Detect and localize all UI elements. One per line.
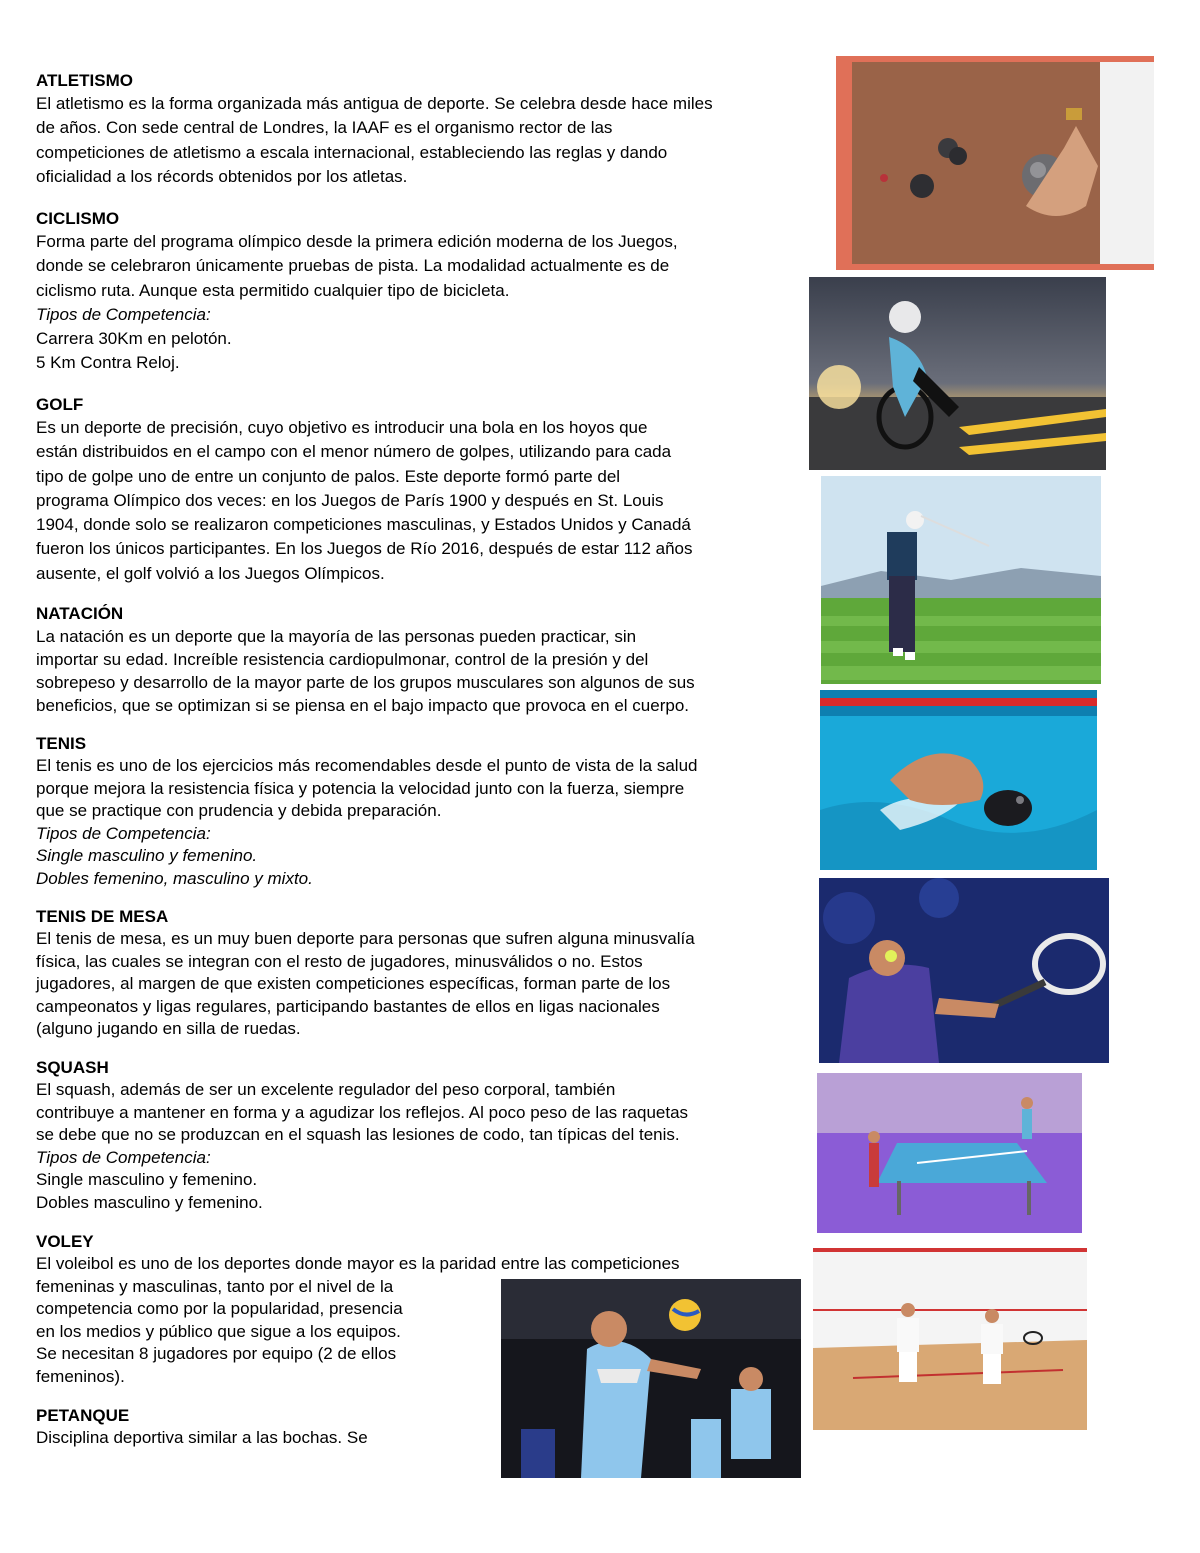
paragraph-line: Es un deporte de precisión, cuyo objetivo es introducir una bola en los hoyos que	[36, 418, 648, 437]
paragraph-line: porque mejora la resistencia física y potencia la velocidad junto con la fuerza, siempre	[36, 778, 685, 798]
heading-tenis-de-mesa: TENIS DE MESA	[36, 907, 169, 926]
paragraph-line: sobrepeso y desarrollo de la mayor parte de los grupos musculares son algunos de sus	[36, 673, 695, 692]
paragraph-line: ausente, el golf volvió a los Juegos Olímpicos.	[36, 563, 385, 583]
paragraph-line: El atletismo es la forma organizada más antigua de deporte. Se celebra desde hace miles	[36, 94, 713, 113]
paragraph-line: competiciones de atletismo a escala internacional, estableciendo las reglas y dando	[36, 142, 668, 162]
type-item: Carrera 30Km en pelotón.	[36, 329, 232, 349]
heading-voley: VOLEY	[36, 1232, 94, 1251]
paragraph-line: 1904, donde solo se realizaron competiciones masculinas, y Estados Unidos y Canadá	[36, 515, 691, 535]
paragraph-line: importar su edad. Increíble resistencia cardiopulmonar, control de la presión y del	[36, 650, 649, 669]
paragraph-line: donde se celebraron únicamente pruebas de pista. La modalidad actualmente es de	[36, 256, 670, 276]
types-label: Tipos de Competencia:	[36, 823, 211, 843]
paragraph-line: física, las cuales se integran con el resto de jugadores, minusválidos o no. Estos	[36, 951, 643, 971]
paragraph-line: de años. Con sede central de Londres, la IAAF es el organismo rector de las	[36, 118, 613, 138]
paragraph-line: jugadores, al margen de que existen competiciones específicas, forman parte de los	[36, 974, 671, 994]
heading-natacion: NATACIÓN	[36, 604, 124, 623]
paragraph-line: El tenis es uno de los ejercicios más recomendables desde el punto de vista de la salud	[36, 756, 698, 775]
section-petanque	[36, 1405, 368, 1450]
paragraph-line: femeninos).	[36, 1366, 125, 1386]
type-item: Single masculino y femenino.	[36, 1170, 258, 1190]
golf-photo	[821, 476, 1101, 684]
tennis-photo	[819, 878, 1109, 1063]
types-label: Tipos de Competencia:	[36, 304, 211, 324]
heading-tenis: TENIS	[36, 734, 87, 753]
type-item: Dobles femenino, masculino y mixto.	[36, 868, 313, 888]
paragraph-line: La natación es un deporte que la mayoría de las personas pueden practicar, sin	[36, 627, 637, 646]
paragraph-line: (alguno jugando en silla de ruedas.	[36, 1019, 301, 1039]
paragraph-line: campeonatos y ligas regulares, participando bastantes de ellos en ligas nacionales	[36, 996, 660, 1016]
paragraph-line: Forma parte del programa olímpico desde la primera edición moderna de los Juegos,	[36, 232, 678, 251]
section-squash	[36, 1057, 688, 1215]
heading-squash: SQUASH	[36, 1058, 109, 1077]
paragraph-line: El voleibol es uno de los deportes donde mayor es la paridad entre las competiciones	[36, 1254, 680, 1273]
volleyball-photo	[501, 1279, 801, 1478]
paragraph-line: tipo de golpe uno de entre un conjunto de palos. Este deporte formó parte del	[36, 466, 621, 486]
heading-golf: GOLF	[36, 395, 84, 414]
paragraph-line: se debe que no se produzcan en el squash las lesiones de codo, tan típicas del tenis.	[36, 1125, 680, 1145]
paragraph-line: están distribuidos en el campo con el menor número de golpes, utilizando para cada	[36, 442, 672, 462]
paragraph-line: en los medios y público que sigue a los equipos.	[36, 1321, 401, 1341]
heading-atletismo: ATLETISMO	[36, 71, 133, 90]
swimming-photo	[820, 690, 1097, 870]
paragraph-line: El tenis de mesa, es un muy buen deporte para personas que sufren alguna minusvalía	[36, 929, 695, 948]
petanque-photo	[836, 56, 1154, 270]
heading-ciclismo: CICLISMO	[36, 209, 120, 228]
paragraph-line: programa Olímpico dos veces: en los Juegos de París 1900 y después en St. Louis	[36, 490, 664, 510]
type-item: Single masculino y femenino.	[36, 846, 258, 866]
types-label: Tipos de Competencia:	[36, 1147, 211, 1167]
paragraph-line: Se necesitan 8 jugadores por equipo (2 de ellos	[36, 1344, 397, 1364]
paragraph-line: oficialidad a los récords obtenidos por los atletas.	[36, 166, 408, 186]
section-tenis	[36, 733, 698, 891]
paragraph-line: beneficios, que se optimizan si se piensa en el bajo impacto que provoca en el cuerpo.	[36, 696, 690, 715]
paragraph-line: fueron los únicos participantes. En los Juegos de Río 2016, después de estar 112 años	[36, 539, 693, 559]
section-tenis-de-mesa	[36, 906, 695, 1041]
table-tennis-photo	[817, 1073, 1082, 1233]
heading-petanque: PETANQUE	[36, 1406, 130, 1425]
squash-photo	[813, 1248, 1087, 1430]
section-ciclismo	[36, 208, 678, 376]
paragraph-line: El squash, además de ser un excelente regulador del peso corporal, también	[36, 1080, 616, 1099]
paragraph-line: contribuye a mantener en forma y a agudizar los reflejos. Al poco peso de las raquetas	[36, 1102, 689, 1122]
section-golf	[36, 394, 693, 586]
section-natacion	[36, 603, 695, 717]
paragraph-line: ciclismo ruta. Aunque esta permitido cualquier tipo de bicicleta.	[36, 280, 510, 300]
section-atletismo	[36, 70, 713, 189]
cycling-photo	[809, 277, 1106, 470]
type-item: Dobles masculino y femenino.	[36, 1192, 263, 1212]
paragraph-line: femeninas y masculinas, tanto por el nivel de la	[36, 1276, 394, 1296]
paragraph-line: que se practique con prudencia y debida preparación.	[36, 801, 442, 821]
paragraph-line: competencia como por la popularidad, presencia	[36, 1299, 403, 1319]
type-item: 5 Km Contra Reloj.	[36, 353, 180, 373]
paragraph-line: Disciplina deportiva similar a las bochas. Se	[36, 1428, 368, 1447]
